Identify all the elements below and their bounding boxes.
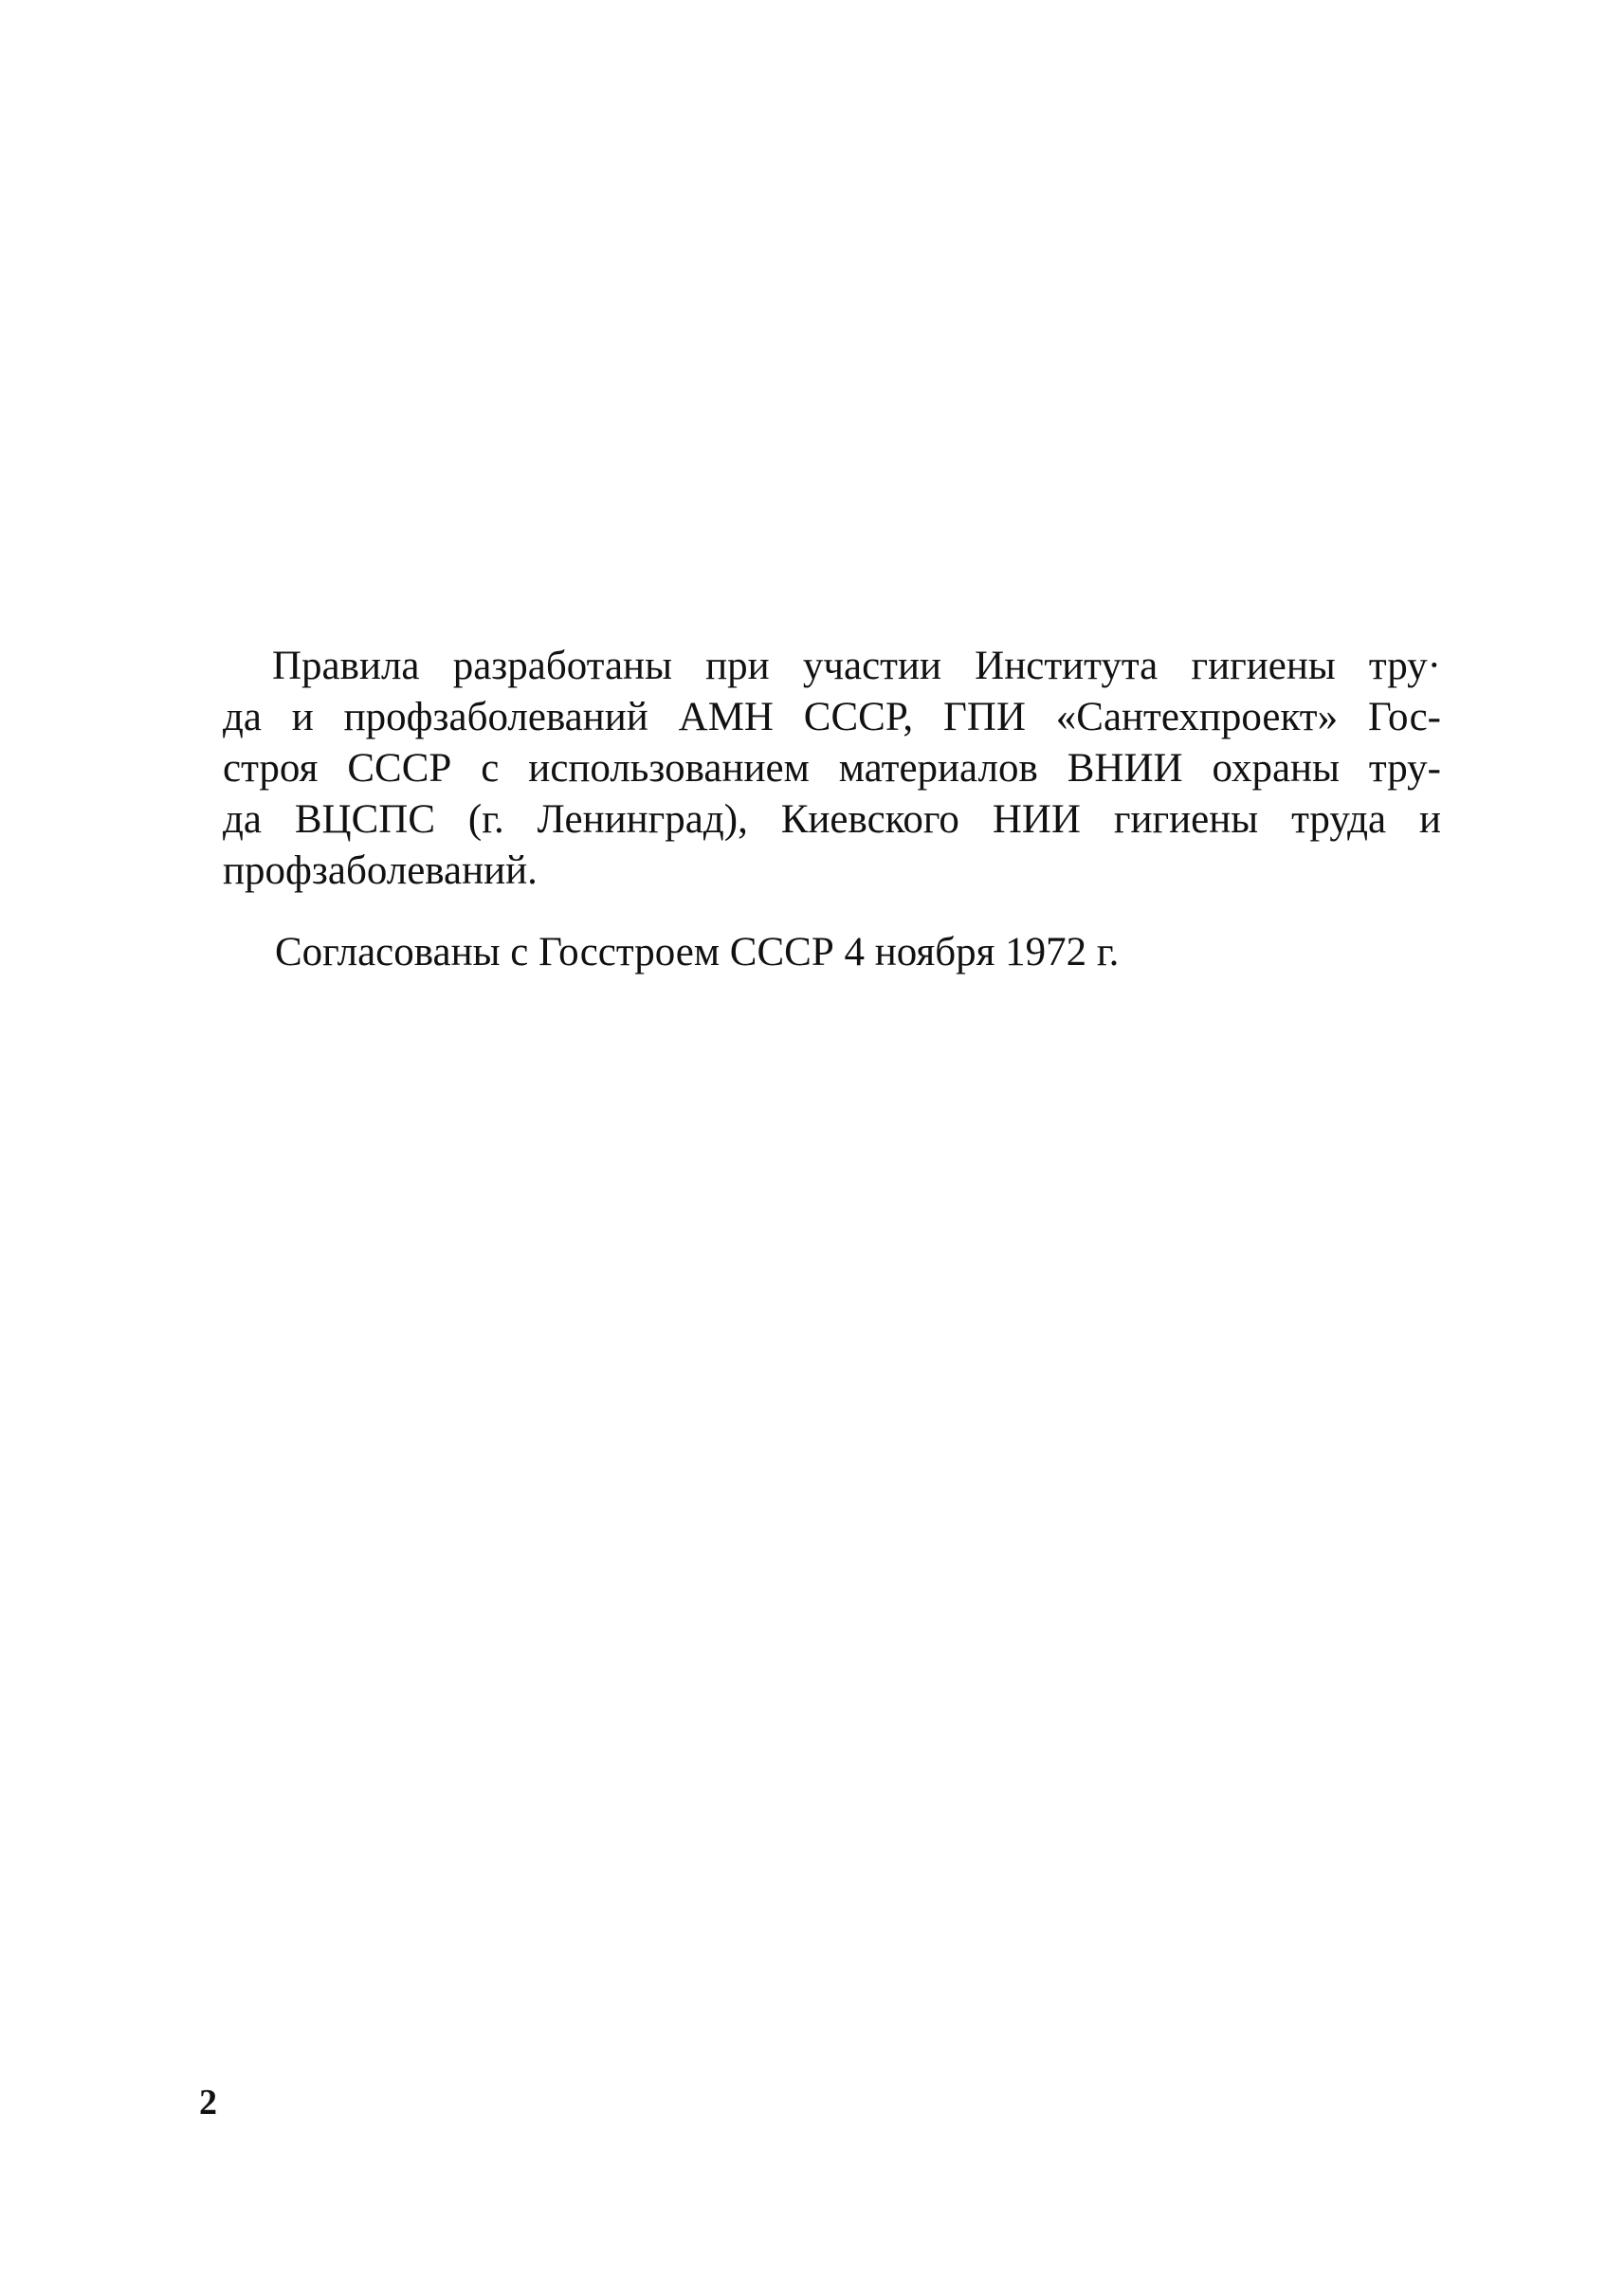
paragraph-approval: Согласованы с Госстроем СССР 4 ноября 1972 г. bbox=[275, 930, 1120, 974]
paragraph-line: строя СССР с использованием материалов ВНИИ охраны тру- bbox=[223, 746, 1441, 791]
paragraph-line: да ВЦСПС (г. Ленинград), Киевского НИИ гигиены труда и bbox=[223, 797, 1441, 842]
paragraph-line: Правила разработаны при участии Института гигиены тру· bbox=[272, 644, 1441, 688]
paragraph-developers bbox=[223, 641, 1441, 897]
page-number: 2 bbox=[199, 2083, 217, 2122]
paragraph-line: профзаболеваний. bbox=[223, 848, 538, 893]
paragraph-line: да и профзаболеваний АМН СССР, ГПИ «Сантехпроект» Гос- bbox=[223, 695, 1441, 739]
